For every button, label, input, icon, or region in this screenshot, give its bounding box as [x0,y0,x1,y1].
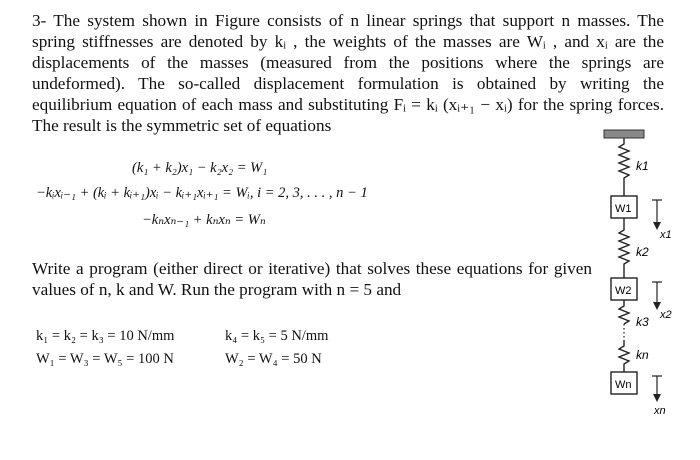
equation-general: −kᵢxᵢ₋₁ + (kᵢ + kᵢ₊₁)xᵢ − kᵢ₊₁xᵢ₊₁ = Wᵢ, i = 2, 3, . . . , n − 1 [36,185,368,201]
label-k1: k1 [636,159,649,173]
spring-mass-figure [584,126,694,426]
equation-first: (k₁ + k₂)x₁ − k₂x₂ = W₁ [132,160,268,176]
spring-1 [619,138,629,196]
ceiling-support [604,130,644,138]
spring-3 [619,300,629,324]
label-w1: W1 [615,203,632,215]
label-k3: k3 [636,315,649,329]
spring-2 [619,218,629,278]
given-w24: W₂ = W₄ = 50 N [225,351,322,367]
task-statement: Write a program (either direct or iterative) that solves these equations for given values of n, k and W. Run the program with n = 5 and [32,259,592,299]
label-xn: xn [654,405,666,417]
given-k45: k₄ = k₅ = 5 N/mm [225,328,329,344]
arrow-xn [653,394,661,402]
equation-last: −kₙxₙ₋₁ + kₙxₙ = Wₙ [142,212,266,228]
label-x1: x1 [660,229,672,241]
label-x2: x2 [660,309,672,321]
spring-n [619,340,629,372]
label-wn: Wn [615,379,632,391]
label-w2: W2 [615,285,632,297]
problem-statement: 3- The system shown in Figure consists of n linear springs that support n masses. The spring stiffnesses are denoted by kᵢ , the weights of the masses are Wᵢ , and xᵢ are the displacements of the masses (measured from the positions where the springs are undeformed). The so-called displacement formulation is obtained by writing the equilibrium equation of each mass and substituting Fᵢ = kᵢ (xᵢ₊₁ − xᵢ) for the spring forces. The result is the symmetric set of equations [32,11,664,135]
label-kn: kn [636,348,649,362]
label-k2: k2 [636,245,649,259]
given-w135: W₁ = W₃ = W₅ = 100 N [36,351,174,367]
given-k123: k₁ = k₂ = k₃ = 10 N/mm [36,328,175,344]
